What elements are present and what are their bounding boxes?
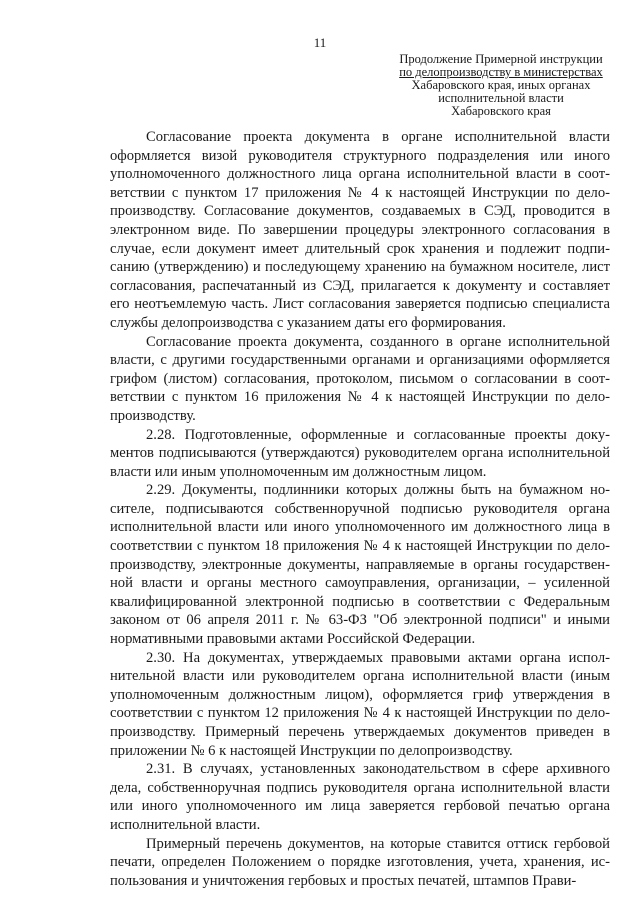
paragraph: Согласование проекта документа, созданного в органе исполнительной власти, с другими государственными органами и организациями оформляется грифом (листом) согласования, протоколом, письмом о согласовании в соответствии с пунктом 16 приложения № 4 к настоящей Инструкции по делопроизводству. — [110, 333, 610, 424]
paragraph: 2.29. Документы, подлинники которых должны быть на бумажном носителе, подписываются собственноручной подписью руководителя органа исполнительной власти или иного уполномоченного им должностного лица в соответствии с пунктом 18 приложения № 4 к настоящей Инструкции по делопроизводству, электронные документы, направляемые в органы государственной власти и органы местного самоуправления, организации, – усиленной квалифицированной электронной подписью в соответствии с Федеральным законом от 06 апреля 2011 г. № 63-ФЗ "Об электронной подписи" и иными нормативными правовыми актами Российской Федерации. — [110, 482, 610, 648]
header-line: исполнительной власти — [438, 91, 564, 105]
page-number: 11 — [313, 35, 327, 50]
paragraph: Примерный перечень документов, на которые ставится оттиск гербовой печати, определен Положением о порядке изготовления, учета, хранения, использования и уничтожения гербовых и простых печатей, штампов Прави- — [110, 835, 610, 889]
header-line: Хабаровского края — [451, 104, 551, 118]
header-line: Продолжение Примерной инструкции — [399, 52, 603, 66]
paragraph: 2.30. На документах, утверждаемых правовыми актами органа исполнительной власти или руководителем органа исполнительной власти (иным уполномоченным должностным лицом), оформляется гриф утверждения в соответствии с пунктом 12 приложения № 4 к настоящей Инструкции по делопроизводству. Примерный перечень утверждаемых документов приведен в приложении № 6 к настоящей Инструкции по делопроизводству. — [110, 649, 610, 759]
paragraph: 2.28. Подготовленные, оформленные и согласованные проекты документов подписываются (утверждаются) руководителем органа исполнительной власти или иным уполномоченным им должностным лицом. — [110, 426, 610, 480]
header-note — [376, 53, 626, 118]
document-body — [110, 128, 610, 890]
paragraph: 2.31. В случаях, установленных законодательством в сфере архивного дела, собственноручная подпись руководителя органа исполнительной власти или иного уполномоченного им лица заверяется гербовой печатью органа исполнительной власти. — [110, 761, 610, 833]
header-line: Хабаровского края, иных органах — [411, 78, 591, 92]
paragraph: Согласование проекта документа в органе исполнительной власти оформляется визой руководителя структурного подразделения или иного уполномоченного должностного лица органа исполнительной власти в соответствии с пунктом 17 приложения № 4 к настоящей Инструкции по делопроизводству. Согласование документов, создаваемых в СЭД, проводится в электронном виде. По завершении процедуры электронного согласования в случае, если документ имеет длительный срок хранения и подлежит подписанию (утверждению) и последующему хранению на бумажном носителе, лист согласования, распечатанный из СЭД, прилагается к документу и составляет его неотъемлемую часть. Лист согласования заверяется подписью специалиста службы делопроизводства с указанием даты его формирования. — [110, 129, 610, 331]
header-line: по делопроизводству в министерствах — [399, 65, 603, 79]
